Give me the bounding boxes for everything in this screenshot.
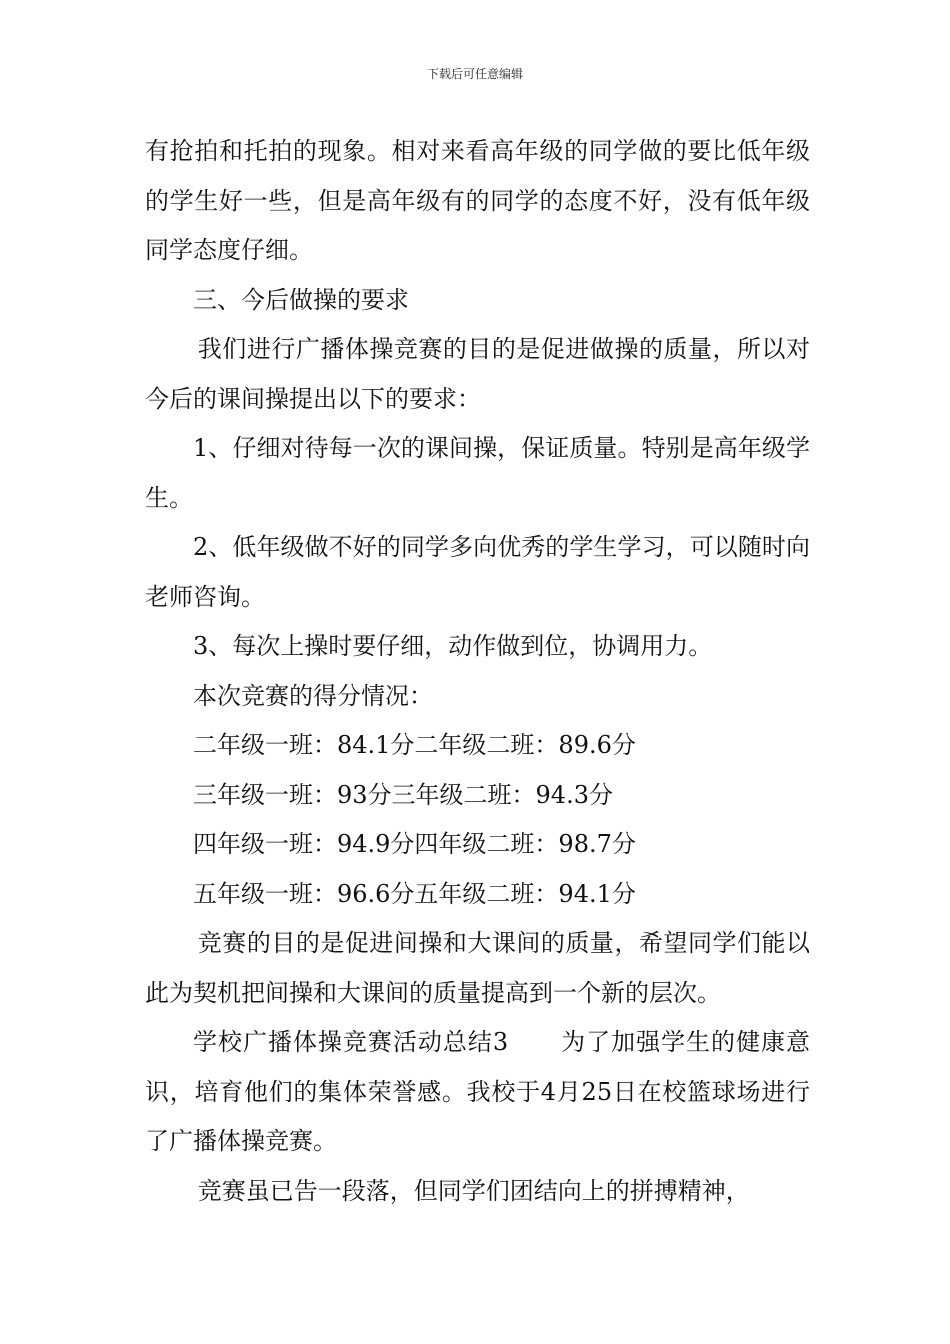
score-line-grade-4: 四年级一班：94.9分四年级二班：98.7分 xyxy=(193,830,636,858)
requirement-item-3: 3、每次上操时要仔细，动作做到位，协调用力。 xyxy=(193,632,713,660)
score-line-grade-5: 五年级一班：96.6分五年级二班：94.1分 xyxy=(193,879,636,908)
paragraph-competition-ended: 竞赛虽已告一段落，但同学们团结向上的拼搏精神， xyxy=(197,1176,750,1205)
paragraph-competition-goal: 竞赛的目的是促进间操和大课间的质量，希望同学们能以此为契机把间操和大课间的质量提高到一个新的层次。 xyxy=(145,929,810,1007)
score-line-grade-3: 三年级一班：93分三年级二班：94.3分 xyxy=(193,780,613,809)
score-line-grade-2: 二年级一班：84.1分二年级二班：89.6分 xyxy=(193,731,636,759)
paragraph-competition-purpose: 我们进行广播体操竞赛的目的是促进做操的质量，所以对今后的课间操提出以下的要求： xyxy=(145,335,810,413)
paragraph-summary-3 xyxy=(145,1018,810,1167)
scores-intro: 本次竞赛的得分情况： xyxy=(193,681,433,710)
summary-title: 学校广播体操竞赛活动总结3 xyxy=(193,1028,509,1056)
summary-intro-text: 为了加强学生的健康意识，培育他们的集体荣誉感。我校于4月25日在校篮球场进行了广播体操竞赛。 xyxy=(145,1028,810,1155)
requirement-item-1: 1、仔细对待每一次的课间操，保证质量。特别是高年级学生。 xyxy=(145,434,810,512)
section-heading-requirements: 三、今后做操的要求 xyxy=(193,285,409,314)
document-body xyxy=(145,127,810,1216)
requirement-item-2: 2、低年级做不好的同学多向优秀的学生学习，可以随时向老师咨询。 xyxy=(145,533,810,611)
paragraph-performance-comparison: 有抢拍和托拍的现象。相对来看高年级的同学做的要比低年级的学生好一些，但是高年级有的同学的态度不好，没有低年级同学态度仔细。 xyxy=(145,137,810,264)
page-header: 下载后可任意编辑 xyxy=(426,67,523,81)
